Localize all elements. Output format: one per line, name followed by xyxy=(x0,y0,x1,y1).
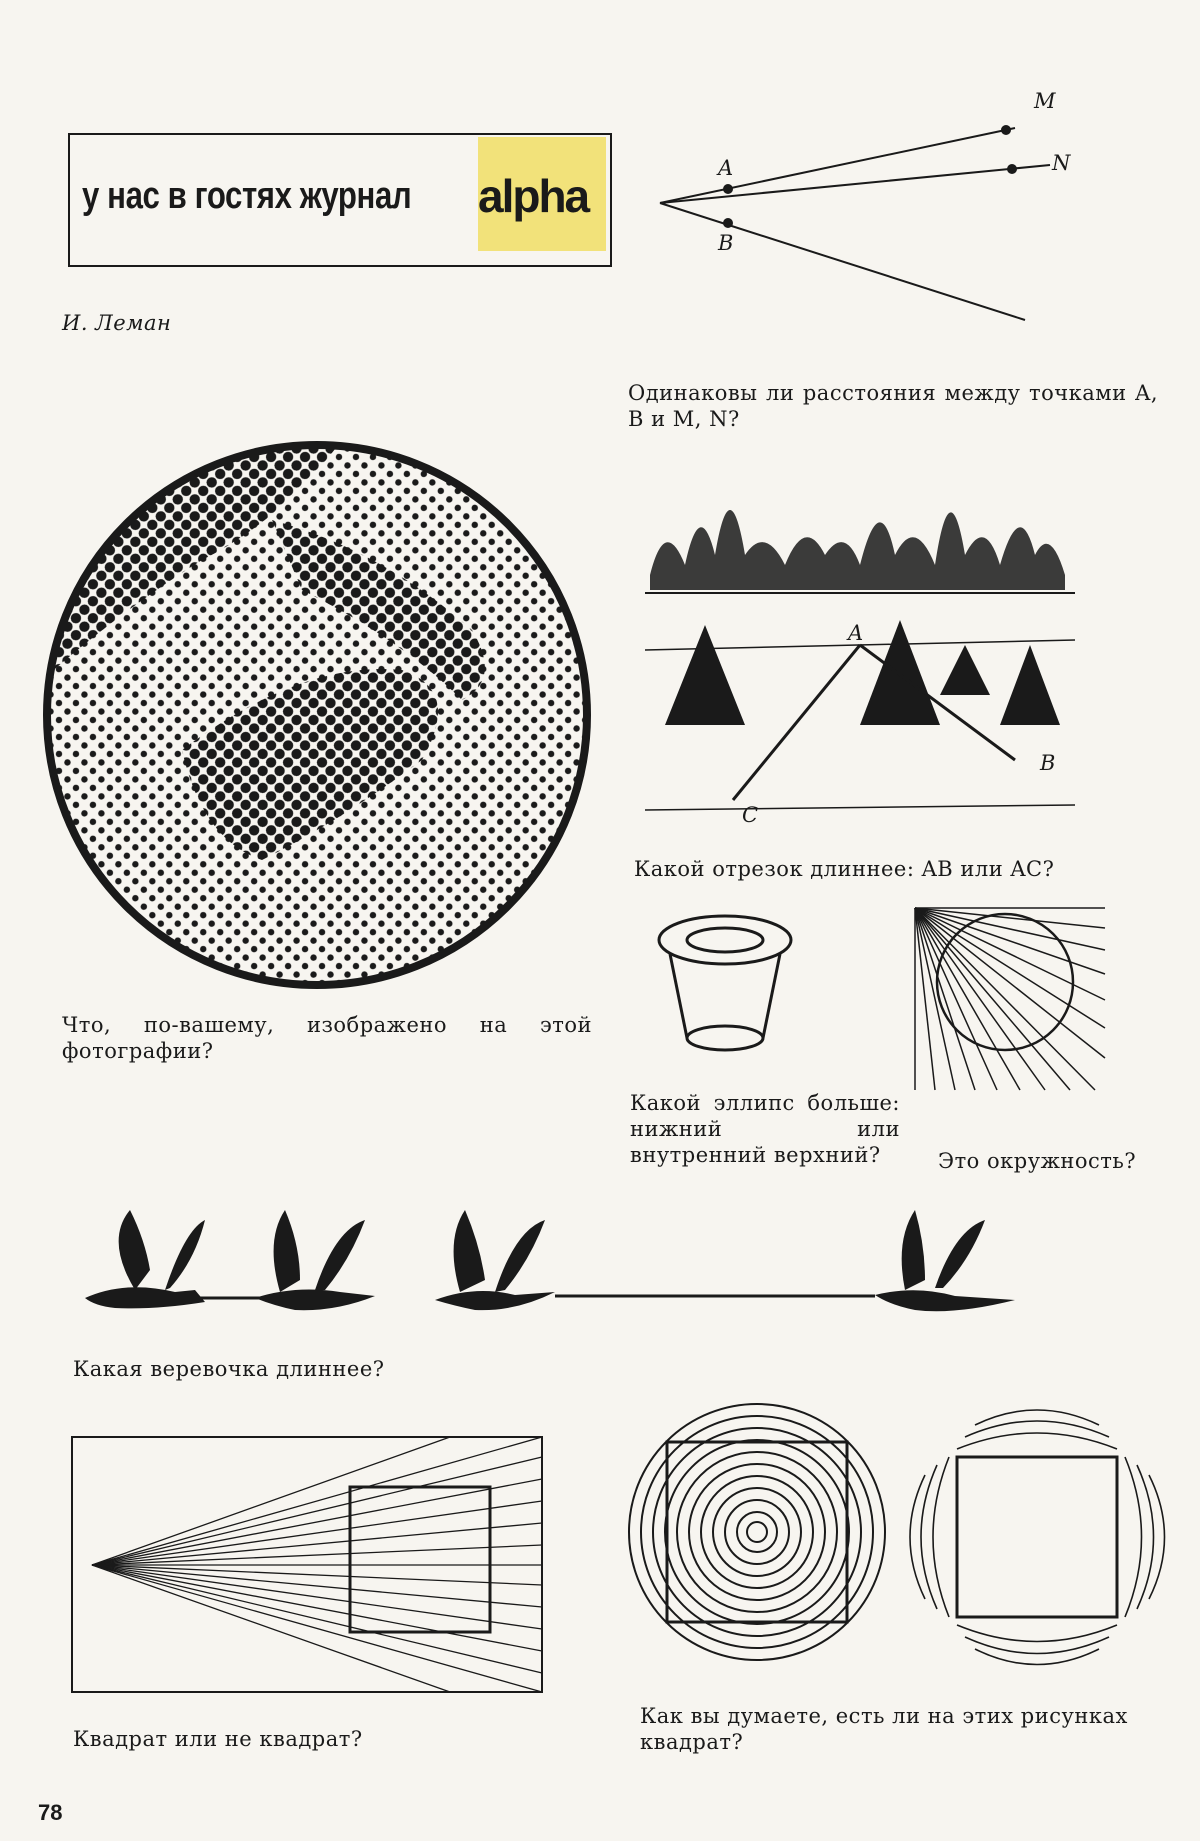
point-n xyxy=(1007,164,1017,174)
perspective-square-figure xyxy=(70,1435,545,1695)
label-b: B xyxy=(718,231,734,255)
points-figure xyxy=(650,95,1070,335)
cup-figure xyxy=(655,910,795,1060)
birds-figure xyxy=(75,1200,1035,1340)
caption-rope: Какая веревочка длиннее? xyxy=(73,1357,385,1381)
caption-squares: Как вы думаете, есть ли на этих рисунках квадрат? xyxy=(640,1704,1128,1754)
caption-segment: Какой отрезок длиннее: AB или AC? xyxy=(634,857,1055,881)
point-a xyxy=(723,184,733,194)
caption-ellipse: Какой эллипс больше: нижний или внутренний верхний? xyxy=(630,1091,900,1167)
author-name: И. Леман xyxy=(62,311,172,335)
label-m: M xyxy=(1034,89,1057,113)
point-b xyxy=(723,218,733,228)
journal-header xyxy=(68,133,612,267)
caption-points: Одинаковы ли расстояния между точками A, B и M, N? xyxy=(628,381,1158,431)
label-a: A xyxy=(718,156,734,180)
page-number: 78 xyxy=(38,1800,63,1825)
arcs-square-figure xyxy=(905,1405,1170,1670)
label-a2: A xyxy=(848,621,864,645)
header-title: у нас в гостях журнал xyxy=(82,175,412,217)
halftone-photo xyxy=(42,440,592,990)
label-b2: B xyxy=(1040,751,1056,775)
label-c2: C xyxy=(742,803,759,827)
caption-circle: Это окружность? xyxy=(938,1149,1137,1173)
point-m xyxy=(1001,125,1011,135)
concentric-square-figure xyxy=(625,1400,890,1665)
alpha-logo: alpha xyxy=(478,170,589,222)
caption-photo: Что, по-вашему, изображено на этой фотографии? xyxy=(62,1013,592,1063)
caption-square: Квадрат или не квадрат? xyxy=(73,1727,363,1751)
radiating-circle-figure xyxy=(905,900,1105,1095)
label-n: N xyxy=(1052,151,1071,175)
